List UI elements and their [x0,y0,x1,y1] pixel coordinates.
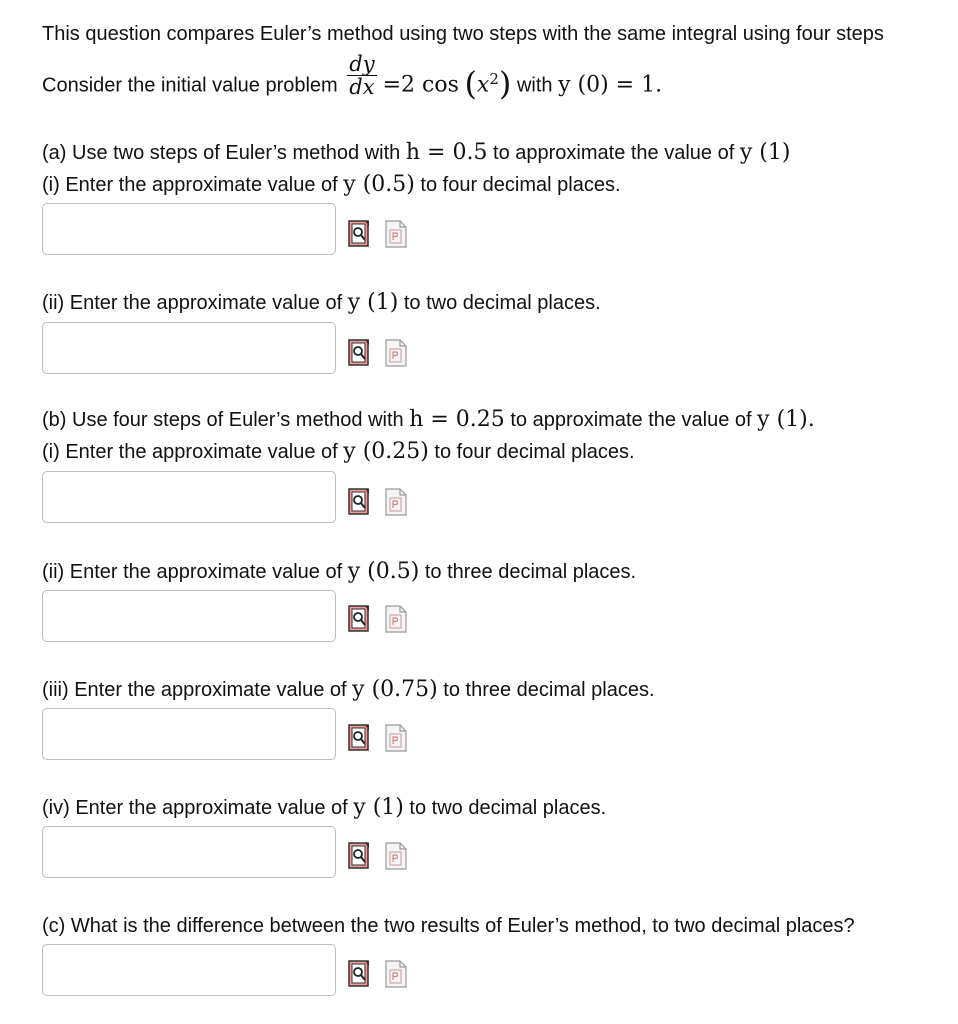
answer-input-c[interactable] [42,944,336,996]
pdf-document-icon[interactable] [384,605,408,633]
question-arg: y (1) [353,795,404,820]
with-text: with [516,74,553,97]
question-arg: y (0.5) [343,172,415,197]
derivative-denominator: dx [349,74,375,99]
derivative-numerator: dy [349,51,375,76]
preview-answer-icon[interactable] [348,842,370,870]
question-label: (i) Enter the approximate value of [42,441,338,463]
pdf-document-icon[interactable] [384,842,408,870]
question-suffix: to four decimal places. [434,441,635,463]
question-label: (iii) Enter the approximate value of [42,679,347,701]
question-suffix: to three decimal places. [443,679,655,701]
answer-input-a-ii[interactable] [42,322,336,374]
part-b-prefix: (b) Use four steps of Euler’s method with [42,409,404,431]
preview-answer-icon[interactable] [348,339,370,367]
part-a-suffix: to approximate the value of [493,142,735,164]
question-suffix: to three decimal places. [424,561,637,583]
preview-answer-icon[interactable] [348,724,370,752]
part-a-prefix: (a) Use two steps of Euler’s method with [42,142,401,164]
part-a-step-size: h = 0.5 [405,140,488,165]
question-suffix: to two decimal places. [403,292,601,314]
part-b-statement [42,407,815,433]
preview-answer-icon[interactable] [348,960,370,988]
question-label: (ii) Enter the approximate value of [42,561,343,583]
part-a-target: y (1) [739,140,791,165]
question-label: (ii) Enter the approximate value of [42,292,343,314]
question-arg: y (1) [347,290,399,315]
question-suffix: to four decimal places. [420,174,621,196]
part-c-statement [42,913,855,939]
question-suffix: to two decimal places. [409,797,607,819]
pdf-document-icon[interactable] [384,488,408,516]
ode-arg-exponent: 2 [489,70,499,88]
ivp-prefix-text: Consider the initial value problem [42,74,338,97]
part-c-text: (c) What is the difference between the two results of Euler’s method, to two decimal places? [42,915,855,937]
question-arg: y (0.25) [343,439,429,464]
preview-answer-icon[interactable] [348,605,370,633]
ivp-statement: Consider the initial value problem $\frac{dy}{dx}$ =2 $\cos (x^2)$ with y (0) = 1. [42,51,663,103]
question-label: (iv) Enter the approximate value of [42,797,348,819]
pdf-document-icon[interactable] [384,220,408,248]
preview-answer-icon[interactable] [348,220,370,248]
pdf-document-icon[interactable] [384,724,408,752]
question-b-ii [42,559,636,585]
question-b-iv [42,795,606,821]
pdf-document-icon[interactable] [384,339,408,367]
answer-input-b-ii[interactable] [42,590,336,642]
question-label: (i) Enter the approximate value of [42,174,338,196]
question-a-i [42,172,621,198]
question-b-i [42,439,635,465]
initial-condition: y (0) = 1. [558,72,663,98]
ode-arg-variable: x [476,72,490,98]
pdf-document-icon[interactable] [384,960,408,988]
question-title-text: This question compares Euler’s method using two steps with the same integral using four steps [42,23,884,45]
intro-line [42,21,884,47]
question-b-iii [42,677,655,703]
answer-input-a-i[interactable] [42,203,336,255]
part-b-step-size: h = 0.25 [409,407,505,432]
part-b-target: y (1). [757,407,815,432]
answer-input-b-iii[interactable] [42,708,336,760]
answer-input-b-i[interactable] [42,471,336,523]
derivative-fraction [347,53,376,98]
part-a-statement [42,140,790,166]
question-arg: y (0.5) [347,559,420,584]
part-b-suffix: to approximate the value of [510,409,752,431]
answer-input-b-iv[interactable] [42,826,336,878]
question-arg: y (0.75) [352,677,438,702]
ode-rhs: =2 cos [382,72,459,98]
question-a-ii [42,290,601,316]
preview-answer-icon[interactable] [348,488,370,516]
